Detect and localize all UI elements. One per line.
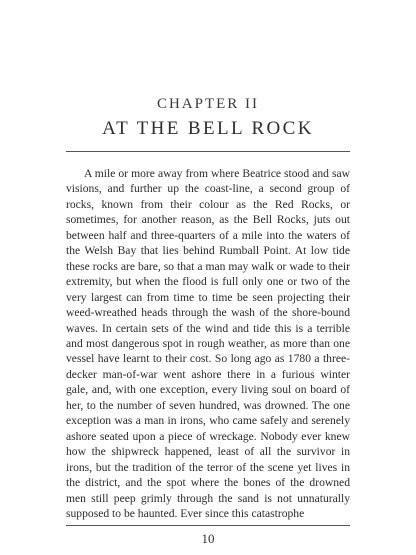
page-number: 10 (201, 531, 215, 546)
bottom-divider (66, 525, 350, 526)
chapter-number: CHAPTER II (156, 96, 260, 112)
paragraph: A mile or more away from where Beatrice stood and saw visions, and further up the coast-line, a second group of rocks, known from their colour as the Red Rocks, or sometimes, for another reason, as the Bell Rocks, juts out between half and three-quarters of a mile into the waters of the Welsh Bay that lies behind Rumball Point. At low tide these rocks are bare, so that a man may walk or wade to their extremity, but when the flood is full only one or two of the very largest can from time to time be seen projecting their weed-wreathed heads through the wash of the shore-bound waves. In certain sets of the wind and tide this is a terrible and most dangerous spot in rough weather, as more than one vessel have learnt to their cost. So long ago as 1780 a three-decker man-of-war went ashore there in a furious winter gale, and, with one exception, every living soul on board of her, to the number of seven hundred, was drowned. The one exception was a man in irons, who came safely and serenely ashore seated upon a piece of wreckage. Nobody ever knew how the shipwreck happened, least of all the survivor in irons, but the tradition of the terror of the scene yet lives in the district, and the spot where the bones of the drowned men still peep grimly through the sand is not unnaturally supposed to be haunted. Ever since this catastrophe (66, 167, 350, 520)
top-divider (66, 151, 350, 152)
body-text (66, 166, 350, 521)
chapter-title: AT THE BELL ROCK (102, 118, 314, 139)
